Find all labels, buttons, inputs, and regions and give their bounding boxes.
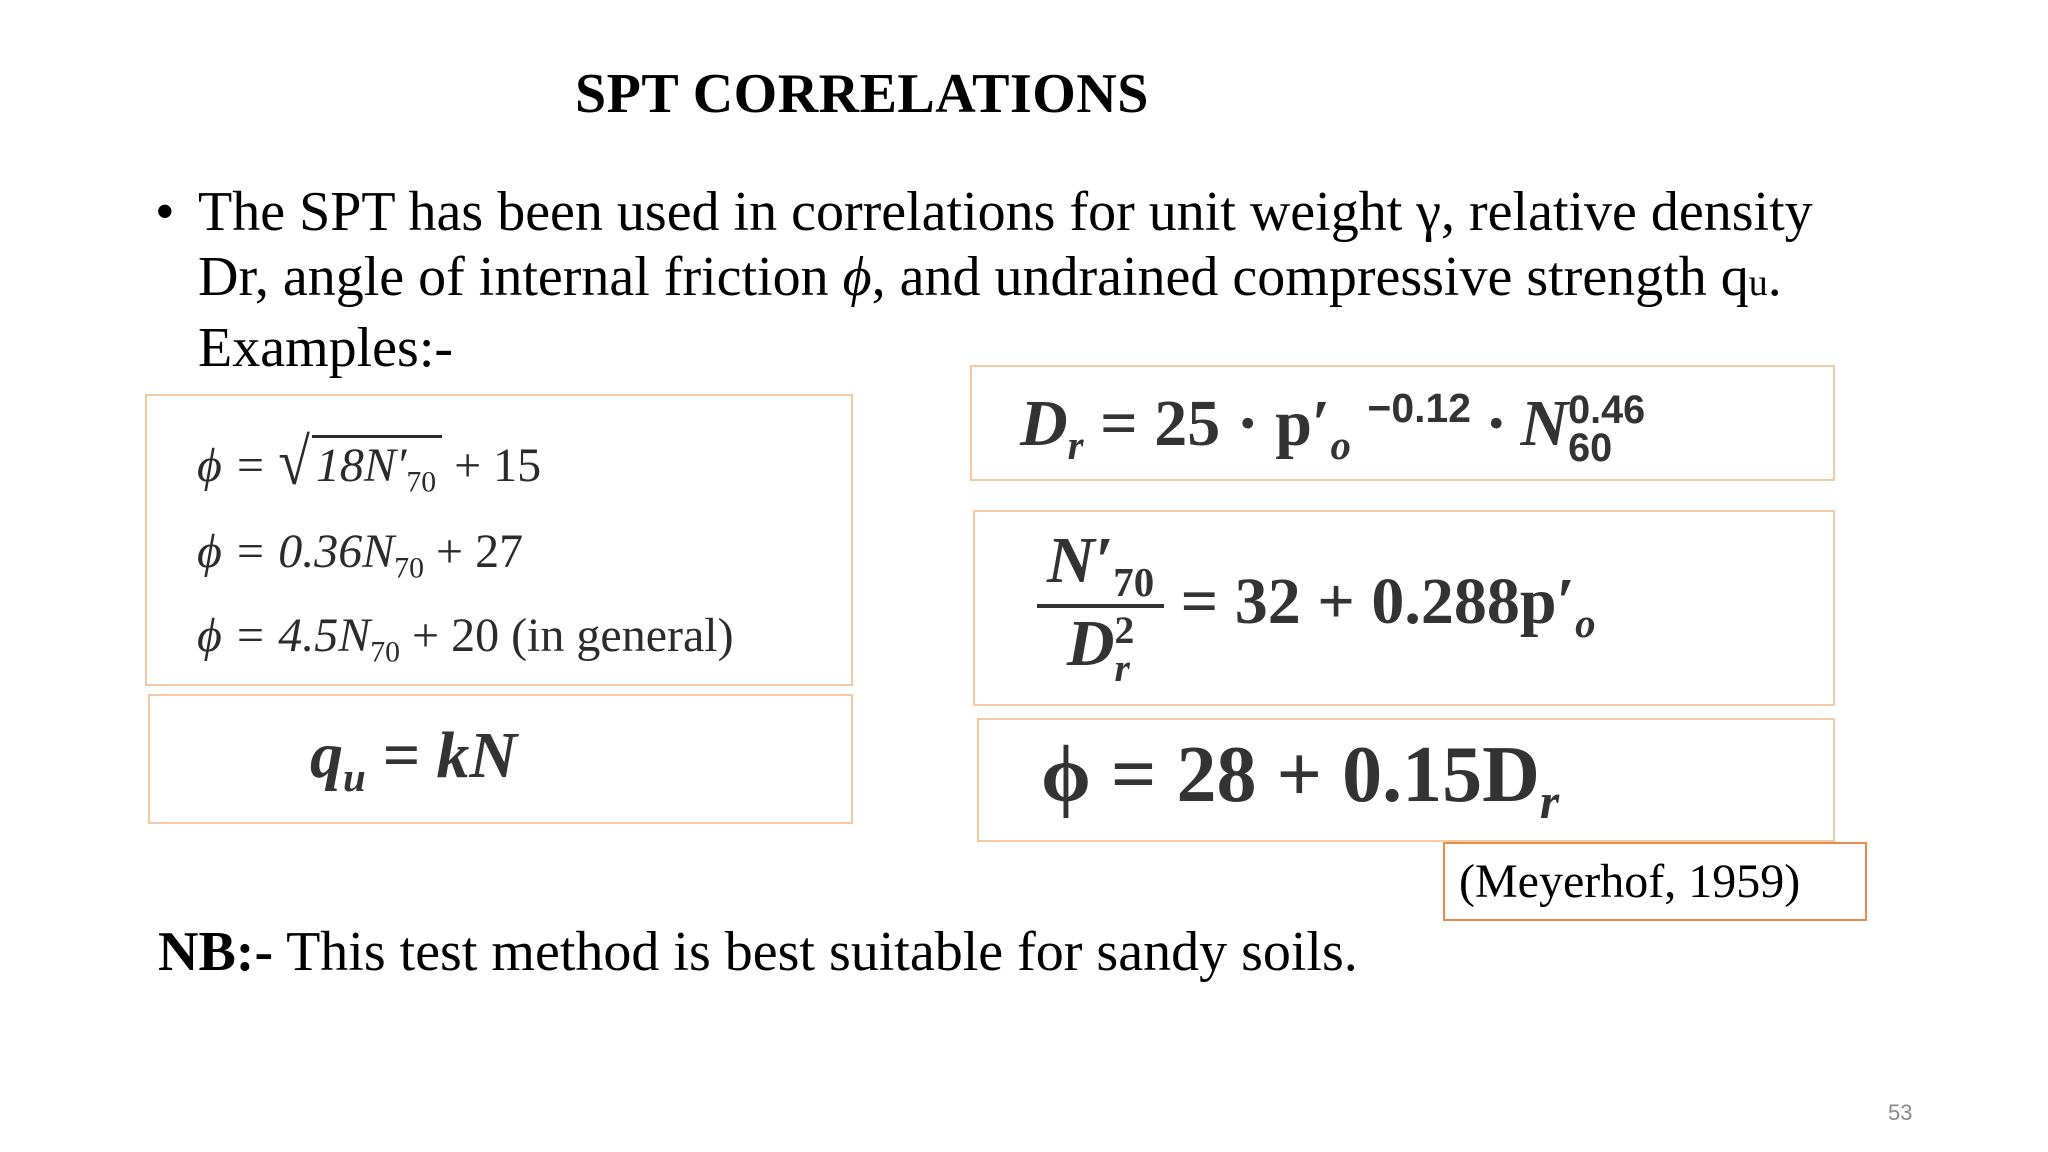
eq1-tail: + 15 [454,439,542,492]
equations-phi-box [145,394,853,686]
bullet-text-part3: . Examples:- [198,246,1782,379]
eq3-tail: + 20 (in general) [412,609,734,662]
radical-icon: √ [278,426,310,499]
bullet-text-part2: , and undrained compressive strength q [871,246,1749,308]
bullet-text [198,180,1848,381]
equation-qu-rhs: = kN [382,719,518,792]
equation-phi-linear-1 [197,524,523,586]
equation-ratio-box [973,510,1835,706]
eq3-sub: 70 [370,635,400,669]
equation-phi-sqrt [197,426,542,500]
note [158,920,1358,984]
slide-title: SPT CORRELATIONS [575,63,1149,125]
bullet-subscript-u: u [1748,262,1768,304]
eq2-sub: 70 [394,551,424,585]
eq2-tail: + 27 [436,525,524,578]
note-text: This test method is best suitable for sandy soils. [273,921,1358,983]
bullet-text-part1: The SPT has been used in correlations for unit weight γ, relative density Dr, angle of internal friction [198,181,1813,308]
equation-phi-dr: $\phi = 28 + 0.15D_r$ [1041,731,1560,829]
reference-label: (Meyerhof, 1959) [1443,842,1867,921]
bullet-marker: • [155,181,175,243]
eq1-lhs: ϕ = [197,439,267,492]
equation-dr: $D_r = 25 \cdot p'_o$ $^{-0.12}$ · N 0.46 60 [1020,385,1646,470]
equation-qu: $q_u$ = kN [310,719,518,801]
equation-phi-dr-box [977,718,1835,842]
equation-ratio: $N'_{70}$ D 2 r = $32 + 0.288p'_o$ [1037,528,1596,688]
equation-phi-linear-2 [197,608,734,670]
equation-ratio-rhs: = 32 + 0.288p′ [1180,564,1576,638]
equation-dr-box [970,365,1835,481]
eq3-lhs: ϕ = [197,609,267,662]
eq2-lhs: ϕ = [197,525,267,578]
note-label: NB:- [158,921,274,983]
equation-qu-box [148,694,853,824]
eq2-term: 0.36N [278,525,395,578]
eq1-radicand: $18N'_{70}$ [312,435,442,500]
page-number: 53 [1888,1100,1913,1125]
eq3-term: 4.5N [278,609,371,662]
fraction: $N'_{70}$ D 2 r [1037,528,1164,688]
phi-symbol: ϕ [842,246,872,308]
